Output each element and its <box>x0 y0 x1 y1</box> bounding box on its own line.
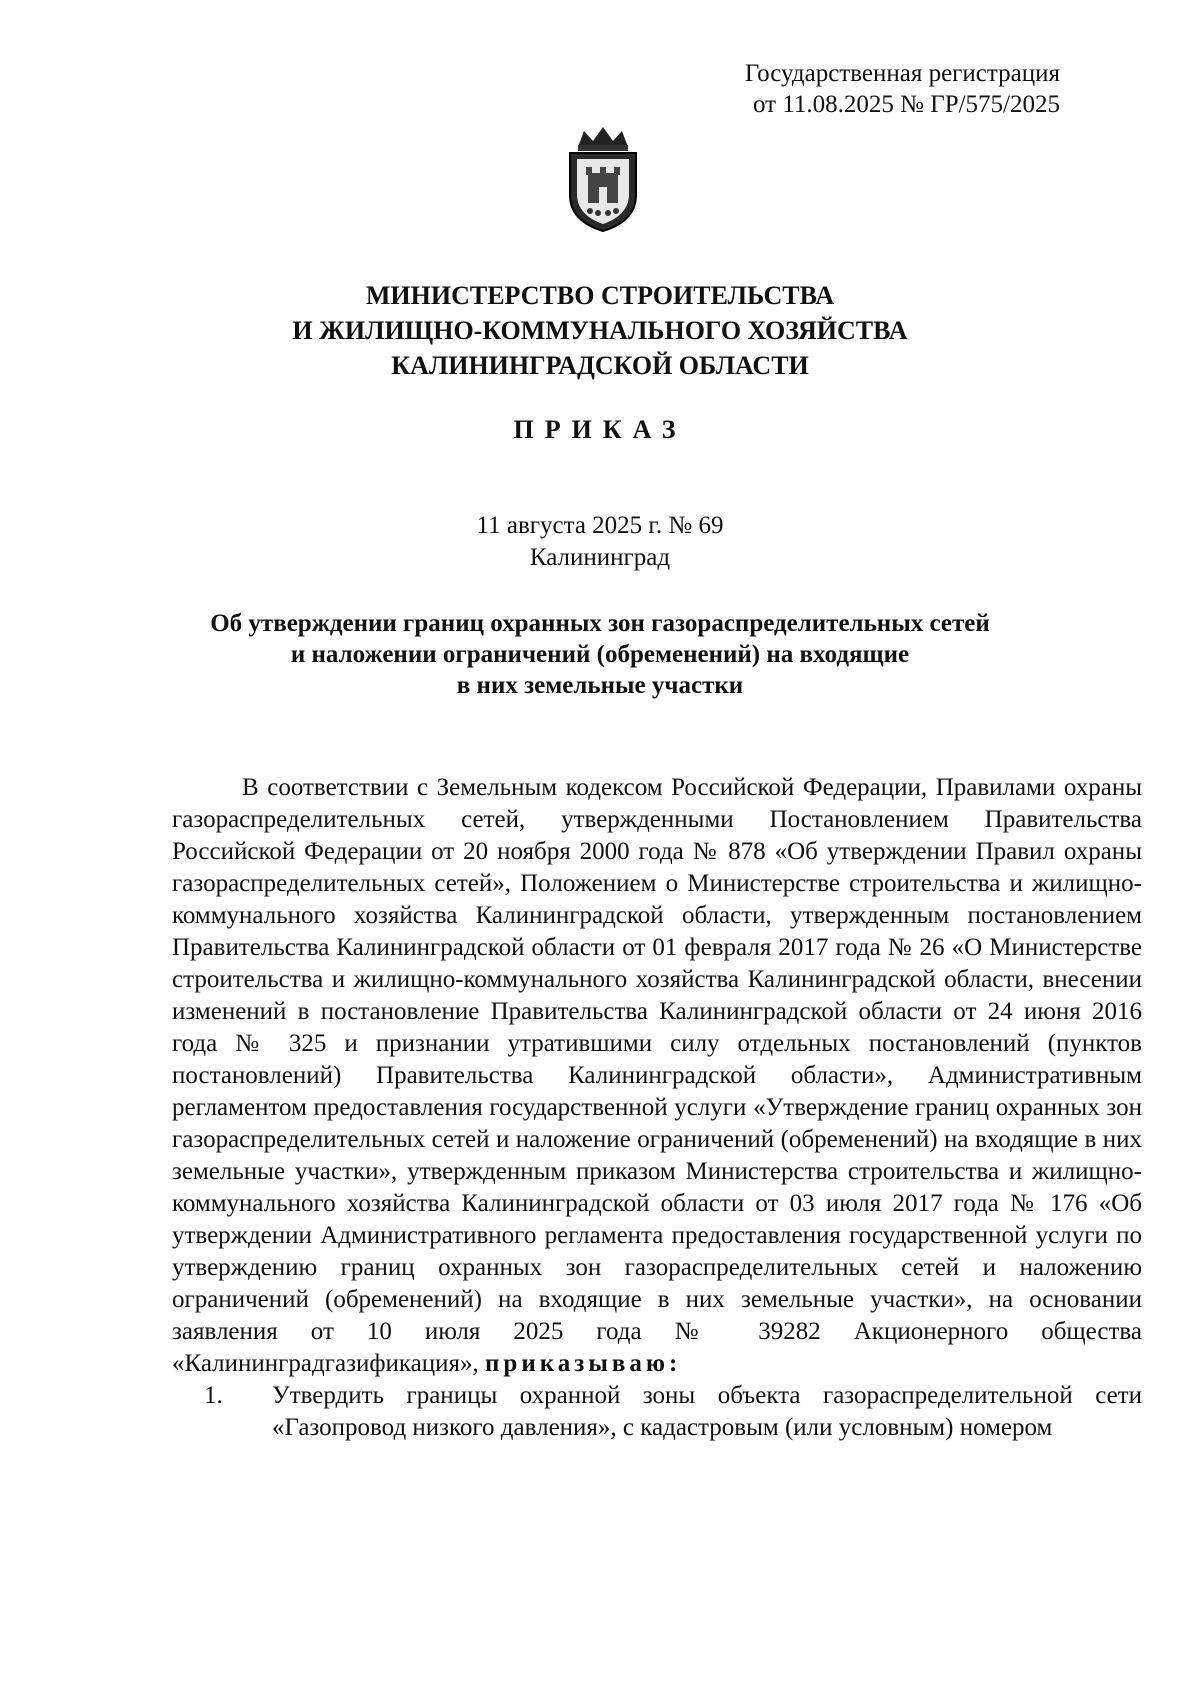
ministry-line-3: КАЛИНИНГРАДСКОЙ ОБЛАСТИ <box>391 351 809 380</box>
preamble-paragraph <box>172 772 1142 1380</box>
registration-line-2: от 11.08.2025 № ГР/575/2025 <box>752 91 1060 118</box>
item-number: 1. <box>204 1382 223 1409</box>
order-subject <box>0 608 1200 701</box>
item-text: Утвердить границы охранной зоны объекта газораспределительной сети «Газопровод низкого давления», с кадастровым (или условным) номером <box>272 1382 1142 1441</box>
ministry-name <box>0 278 1200 383</box>
registration-line-1: Государственная регистрация <box>744 60 1060 87</box>
order-date-number: 11 августа 2025 г. № 69 <box>476 512 724 539</box>
ministry-line-2: И ЖИЛИЩНО-КОММУНАЛЬНОГО ХОЗЯЙСТВА <box>292 316 908 345</box>
state-registration <box>745 58 1060 120</box>
preamble-text: В соответствии с Земельным кодексом Российской Федерации, Правилами охраны газораспределительных сетей, утвержденными Постановлением Правительства Российской Федерации от 20 ноября 2000 года № 878 «Об утверждении Правил охраны газораспределительных сетей», Положением о Министерстве строительства и жилищно-коммунального хозяйства Калининградской области, утвержденным постановлением Правительства Калининградской области от 01 февраля 2017 года № 26 «О Министерстве строительства и жилищно-коммунального хозяйства Калининградской области, внесении изменений в постановление Правительства Калининградской области от 24 июня 2016 года № 325 и признании утратившими силу отдельных постановлений (пунктов постановлений) Правительства Калининградской области», Административным регламентом предоставления государственной услуги «Утверждение границ охранных зон газораспределительных сетей и наложение ограничений (обременений) на входящие в них земельные участки», утвержденным приказом Министерства строительства и жилищно-коммунального хозяйства Калининградской области от 03 июля 2017 года № 176 «Об утверждении Административного регламента предоставления государственной услуги по утверждению границ охранных зон газораспределительных сетей и наложению ограничений (обременений) на входящие в них земельные участки», на основании заявления от 10 июля 2025 года № 39282 Акционерного общества «Калининградгазификация», <box>172 774 1142 1377</box>
order-body <box>172 772 1142 1444</box>
subject-line-1: Об утверждении границ охранных зон газораспределительных сетей <box>210 610 990 637</box>
order-item-1 <box>172 1380 1142 1444</box>
order-word: приказываю: <box>485 1350 682 1377</box>
order-date-place <box>0 510 1200 574</box>
order-city: Калининград <box>529 544 671 571</box>
kaliningrad-coat-of-arms-icon <box>560 125 646 235</box>
document-type: ПРИКАЗ <box>513 415 687 444</box>
ministry-line-1: МИНИСТЕРСТВО СТРОИТЕЛЬСТВА <box>365 281 835 310</box>
subject-line-3: в них земельные участки <box>456 672 744 699</box>
subject-line-2: и наложении ограничений (обременений) на входящие <box>290 641 910 668</box>
